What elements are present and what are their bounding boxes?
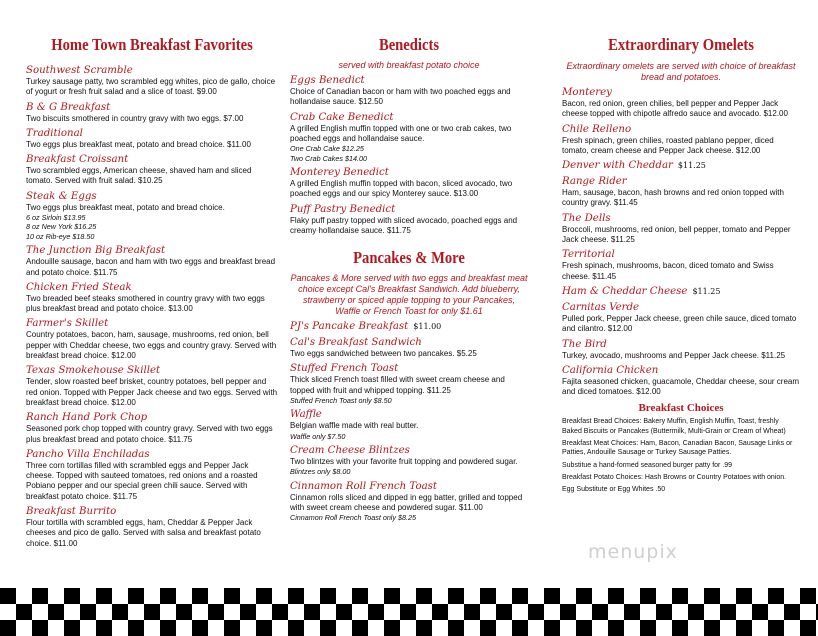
checker-square <box>320 620 336 636</box>
checker-square <box>256 588 272 604</box>
menu-item <box>26 102 278 124</box>
checker-square <box>512 620 528 636</box>
item-description: Three corn tortillas filled with scrambled eggs and Pepper Jack cheese. Topped with sauteed tomatoes, red onions and a roasted Pobiano pepper and our special green chili sauce. Served with breakfast potato choice. $11.75 <box>26 460 258 501</box>
item-description: Andouille sausage, bacon and ham with two eggs and breakfast bread and potato choice. $11.75 <box>26 257 276 277</box>
item-name <box>26 412 278 424</box>
item-description: Two breaded beef steaks smothered in country gravy with two eggs plus breakfast bread and potato choice. $13.00 <box>26 293 265 314</box>
checker-square <box>800 588 816 604</box>
checker-square <box>48 604 64 620</box>
checker-square <box>592 604 608 620</box>
checker-square <box>128 620 144 636</box>
item-name-text: PJ's Pancake Breakfast <box>290 321 409 333</box>
item-name <box>290 409 528 421</box>
checker-square <box>160 588 176 604</box>
checker-square <box>624 604 640 620</box>
checker-square <box>736 588 752 604</box>
item-option: Two Crab Cakes $14.00 <box>290 153 367 163</box>
item-price: $11.25 <box>677 161 706 171</box>
item-description: Two scrambled eggs, American cheese, shaved ham and sliced tomato. Served with fruit salad. $10.25 <box>26 166 252 186</box>
choices-title: Breakfast Choices <box>638 402 724 415</box>
checker-square <box>544 588 560 604</box>
item-name <box>26 65 278 77</box>
item-name-text: The Bird <box>562 338 607 350</box>
menu-item <box>290 363 528 405</box>
choices-list <box>562 417 800 494</box>
menu-item <box>562 213 800 246</box>
item-description: Cinnamon rolls sliced and dipped in egg batter, grilled and topped with sweet cream cheese and powdered sugar. $11.00 <box>290 492 523 513</box>
item-name-text: Steak & Eggs <box>26 190 97 202</box>
menu-list <box>290 75 528 236</box>
item-description: A grilled English muffin topped with one or two crab cakes, two poached eggs and hollandaise sauce. <box>290 123 512 143</box>
menu-item <box>562 365 800 398</box>
item-name <box>562 160 800 172</box>
menu-item <box>26 412 278 445</box>
checker-square <box>768 620 784 636</box>
menu-item <box>562 160 800 172</box>
item-name <box>290 204 528 216</box>
checker-square <box>112 604 128 620</box>
checker-square <box>496 604 512 620</box>
item-name <box>290 363 528 375</box>
menu-item <box>290 321 528 333</box>
checker-square <box>0 620 16 636</box>
item-name-text: The Junction Big Breakfast <box>26 245 166 257</box>
item-name <box>562 286 800 298</box>
item-name-text: Texas Smokehouse Skillet <box>26 365 161 377</box>
menu-item <box>290 204 528 237</box>
item-option: Waffle only $7.50 <box>290 431 346 441</box>
item-description: Seasoned pork chop topped with country gravy. Served with two eggs plus breakfast bread and potato choice. $11.75 <box>26 424 273 444</box>
column-breakfast-favorites <box>26 35 278 549</box>
menu-list <box>26 65 278 549</box>
item-description: Two eggs plus breakfast meat, potato and bread choice. $11.00 <box>26 139 251 149</box>
item-name-text: Cream Cheese Blintzes <box>290 445 410 457</box>
menu-item <box>26 128 278 150</box>
checker-square <box>192 588 208 604</box>
checker-square <box>256 620 272 636</box>
menu-item <box>26 449 278 502</box>
menu-item <box>562 302 800 335</box>
item-name <box>26 245 278 257</box>
item-option: 10 oz Rib-eye $18.50 <box>26 231 95 241</box>
item-description: Flour tortilla with scrambled eggs, ham, Cheddar & Pepper Jack cheeses and pico de gallo. Served with salsa and breakfast potato choice. $11.00 <box>26 518 261 548</box>
menu-item <box>290 337 528 359</box>
item-description: Broccoli, mushrooms, red onion, bell pepper, tomato and Pepper Jack cheese. $11.25 <box>562 224 791 245</box>
item-name <box>26 449 278 461</box>
checker-square <box>192 620 208 636</box>
menu-list <box>290 321 528 523</box>
item-name <box>290 321 528 333</box>
item-name-text: Breakfast Croissant <box>26 154 129 166</box>
checker-square <box>96 620 112 636</box>
item-name-text: Farmer's Skillet <box>26 318 109 330</box>
checker-square <box>64 588 80 604</box>
section-title: Extraordinary Omelets <box>608 35 754 54</box>
item-description: Country potatoes, bacon, ham, sausage, mushrooms, red onion, bell pepper with Cheddar cheese, two eggs and country gravy. Served with breakfast bread choice. $12.00 <box>26 330 277 361</box>
checker-square <box>800 620 816 636</box>
checker-square <box>352 588 368 604</box>
checker-square <box>64 620 80 636</box>
checker-square <box>288 588 304 604</box>
checker-square <box>640 588 656 604</box>
checker-square <box>304 604 320 620</box>
menu-item <box>26 65 278 98</box>
item-name <box>562 213 800 225</box>
menu-item <box>562 249 800 282</box>
menu-item <box>26 191 278 242</box>
checker-square <box>400 604 416 620</box>
item-name <box>562 124 800 136</box>
item-name-text: Range Rider <box>562 176 627 188</box>
menu-item <box>562 339 800 361</box>
item-name-text: Crab Cake Benedict <box>290 111 394 123</box>
item-description: Two blintzes with your favorite fruit topping and powdered sugar. <box>290 457 518 467</box>
item-description: Flaky puff pastry topped with sliced avocado, poached eggs and creamy hollandaise sauce. $11.75 <box>290 215 518 235</box>
checker-square <box>144 604 160 620</box>
checker-square <box>208 604 224 620</box>
item-description: Fresh spinach, green chilies, roasted pablano pepper, diced tomato, cream cheese and Pepper Jack cheese. $12.00 <box>562 135 774 155</box>
menu-item <box>562 176 800 209</box>
checker-square <box>544 620 560 636</box>
item-name-text: California Chicken <box>562 364 659 376</box>
checker-square <box>32 620 48 636</box>
item-name-text: Cal's Breakfast Sandwich <box>290 337 422 349</box>
item-description: A grilled English muffin topped with bacon, sliced avocado, two poached eggs and our spicy Monterey sauce. $13.00 <box>290 179 513 199</box>
checker-square <box>656 604 672 620</box>
item-name <box>290 337 528 349</box>
menu-item <box>562 87 800 120</box>
item-option: Cinnamon Roll French Toast only $8.25 <box>290 513 416 523</box>
checker-square <box>768 588 784 604</box>
checker-square <box>96 588 112 604</box>
item-name-text: Breakfast Burrito <box>26 506 117 518</box>
item-description: Bacon, red onion, green chilies, bell pepper and Pepper Jack cheese topped with chipotle alfredo sauce and avocado. $12.00 <box>562 99 788 119</box>
menu-item <box>562 124 800 157</box>
checker-square <box>576 588 592 604</box>
menu-item <box>562 286 800 298</box>
checker-square <box>720 604 736 620</box>
checkerboard-border <box>0 588 818 636</box>
column-omelets <box>562 35 800 495</box>
item-description: Fajita seasoned chicken, guacamole, Cheddar cheese, sour cream and diced tomatoes. $12.00 <box>562 376 800 397</box>
checker-square <box>368 604 384 620</box>
checker-square <box>560 604 576 620</box>
item-description: Tender, slow roasted beef brisket, country potatoes, bell pepper and red onion. Topped with Pepper Jack cheese and two eggs. Served with breakfast bread choice. $12.00 <box>26 377 278 407</box>
item-name <box>562 176 800 188</box>
checker-square <box>784 604 800 620</box>
item-name-text: Puff Pastry Benedict <box>290 203 396 215</box>
menu-item <box>26 365 278 408</box>
checker-square <box>240 604 256 620</box>
menu-item <box>290 409 528 441</box>
item-name-text: Stuffed French Toast <box>290 363 399 375</box>
item-name-text: Ham & Cheddar Cheese <box>562 285 688 297</box>
item-name-text: Territorial <box>562 249 615 261</box>
checker-square <box>480 620 496 636</box>
menu-item <box>290 481 528 523</box>
item-name <box>26 282 278 294</box>
checker-square <box>352 620 368 636</box>
section-title: Home Town Breakfast Favorites <box>51 35 253 54</box>
item-name <box>26 506 278 518</box>
checker-square <box>608 588 624 604</box>
item-option: 6 oz Sirloin $13.95 <box>26 213 86 223</box>
item-option: 8 oz New York $16.25 <box>26 222 97 232</box>
checker-square <box>672 620 688 636</box>
checker-square <box>336 604 352 620</box>
item-option: One Crab Cake $12.25 <box>290 144 364 154</box>
item-name <box>290 481 528 493</box>
watermark-logo: menupix <box>588 541 678 563</box>
item-name <box>26 365 278 377</box>
item-price: $11.25 <box>692 286 721 296</box>
checker-square <box>448 588 464 604</box>
section-subtitle: Extraordinary omelets are served with choice of breakfast bread and potatoes. <box>566 61 796 82</box>
item-description: Pulled pork, Pepper Jack cheese, green chile sauce, diced tomato and cilantro. $12.00 <box>562 313 797 334</box>
item-name-text: Chicken Fried Steak <box>26 281 132 293</box>
choice-line: Breakfast Meat Choices: Ham, Bacon, Canadian Bacon, Sausage Links or Patties, Andouille Sausage or Turkey Sausage Patties. <box>562 440 793 457</box>
menu-item <box>290 75 528 108</box>
section-title: Benedicts <box>378 35 440 54</box>
menu-item <box>26 154 278 187</box>
item-name <box>26 191 278 203</box>
checker-square <box>688 604 704 620</box>
checker-square <box>752 604 768 620</box>
item-name-text: Ranch Hand Pork Chop <box>26 412 148 424</box>
item-name-text: Eggs Benedict <box>290 75 365 86</box>
item-option: Blintzes only $8.00 <box>290 467 351 477</box>
item-name <box>26 154 278 166</box>
menu-item <box>26 282 278 315</box>
section-subtitle-2: Pancakes & More served with two eggs and breakfast meat choice except Cal's Breakfast Sandwich. Add blueberry, strawberry or spiced apple topping to your Pancakes, Waffle or French Toast for only $1.61 <box>290 273 528 317</box>
menu-item <box>26 506 278 549</box>
item-description: Ham, sausage, bacon, hash browns and red onion topped with country gravy. $11.45 <box>562 188 784 208</box>
item-name <box>562 302 800 314</box>
item-name-text: Monterey <box>562 87 612 98</box>
item-name <box>562 339 800 351</box>
checker-square <box>384 620 400 636</box>
choice-line: Substitue a hand-formed seasoned burger patty for .99 <box>562 461 733 469</box>
checker-square <box>432 604 448 620</box>
checker-square <box>576 620 592 636</box>
item-name <box>290 445 528 457</box>
item-name-text: B & G Breakfast <box>26 101 111 113</box>
item-name-text: Traditional <box>26 127 83 139</box>
item-name <box>26 102 278 114</box>
checker-square <box>704 588 720 604</box>
checker-square <box>704 620 720 636</box>
item-price: $11.00 <box>413 322 442 332</box>
item-name-text: Waffle <box>290 409 322 421</box>
item-name <box>562 249 800 261</box>
checker-square <box>288 620 304 636</box>
item-description: Two eggs sandwiched between two pancakes. $5.25 <box>290 349 477 359</box>
item-description: Fresh spinach, mushrooms, bacon, diced tomato and Swiss cheese. $11.45 <box>562 261 774 281</box>
menu-list <box>562 87 800 397</box>
checker-square <box>512 588 528 604</box>
menu-item <box>26 245 278 278</box>
menu-item <box>290 167 528 200</box>
item-name-text: Southwest Scramble <box>26 65 133 76</box>
checker-square <box>448 620 464 636</box>
checker-square <box>272 604 288 620</box>
item-description: Two eggs plus breakfast meat, potato and bread choice. <box>26 202 225 212</box>
item-name <box>562 365 800 377</box>
item-description: Choice of Canadian bacon or ham with two poached eggs and hollandaise sauce. $12.50 <box>290 87 511 107</box>
item-name-text: Denver with Cheddar <box>562 160 673 172</box>
checker-square <box>0 588 16 604</box>
item-description: Two biscuits smothered in country gravy with two eggs. $7.00 <box>26 113 244 123</box>
checker-square <box>160 620 176 636</box>
checker-square <box>32 588 48 604</box>
item-name-text: Monterey Benedict <box>290 167 389 178</box>
checker-square <box>224 588 240 604</box>
checker-square <box>224 620 240 636</box>
choice-line: Egg Substitute or Egg Whites .50 <box>562 486 666 494</box>
checker-square <box>736 620 752 636</box>
item-description: Belgian waffle made with real butter. <box>290 421 419 431</box>
item-option: Stuffed French Toast only $8.50 <box>290 396 392 406</box>
checker-square <box>80 604 96 620</box>
section-subtitle: served with breakfast potato choice <box>338 60 480 70</box>
item-name <box>26 318 278 330</box>
choice-line: Breakfast Potato Choices: Hash Browns or Country Potatoes with onion. <box>562 473 787 481</box>
menu-item <box>290 445 528 477</box>
checker-square <box>672 588 688 604</box>
item-description: Turkey sausage patty, two scrambled egg whites, pico de gallo, choice of yogurt or fresh fruit salad and a slice of toast. $9.00 <box>26 77 276 97</box>
item-name-text: Chile Relleno <box>562 123 632 135</box>
choice-line: Breakfast Bread Choices: Bakery Muffin, English Muffin, Toast, freshly Baked Biscuits or Pancakes (Buttermilk, Multi-Grain or Cream of Wheat) <box>562 418 786 435</box>
menu-item <box>290 112 528 163</box>
item-name-text: Pancho Villa Enchiladas <box>26 448 150 460</box>
menu-item <box>26 318 278 361</box>
checker-square <box>16 604 32 620</box>
checker-square <box>384 588 400 604</box>
item-name <box>290 75 528 87</box>
checker-square <box>416 620 432 636</box>
checker-square <box>640 620 656 636</box>
checker-square <box>608 620 624 636</box>
item-description: Thick sliced French toast filled with sweet cream cheese and topped with fruit and whipped topping. $11.25 <box>290 375 505 395</box>
item-name <box>290 112 528 124</box>
column-benedicts-pancakes <box>290 35 528 523</box>
checker-square <box>176 604 192 620</box>
item-description: Turkey, avocado, mushrooms and Pepper Jack cheese. $11.25 <box>562 350 786 360</box>
item-name <box>26 128 278 140</box>
checker-square <box>480 588 496 604</box>
checker-square <box>320 588 336 604</box>
item-name-text: Cinnamon Roll French Toast <box>290 480 437 492</box>
checker-square <box>128 588 144 604</box>
item-name-text: Carnitas Verde <box>562 301 640 313</box>
item-name <box>562 87 800 99</box>
section-title-2: Pancakes & More <box>353 248 465 268</box>
checker-square <box>464 604 480 620</box>
checker-square <box>528 604 544 620</box>
item-name-text: The Dells <box>562 212 611 224</box>
item-name <box>290 167 528 179</box>
checker-square <box>416 588 432 604</box>
